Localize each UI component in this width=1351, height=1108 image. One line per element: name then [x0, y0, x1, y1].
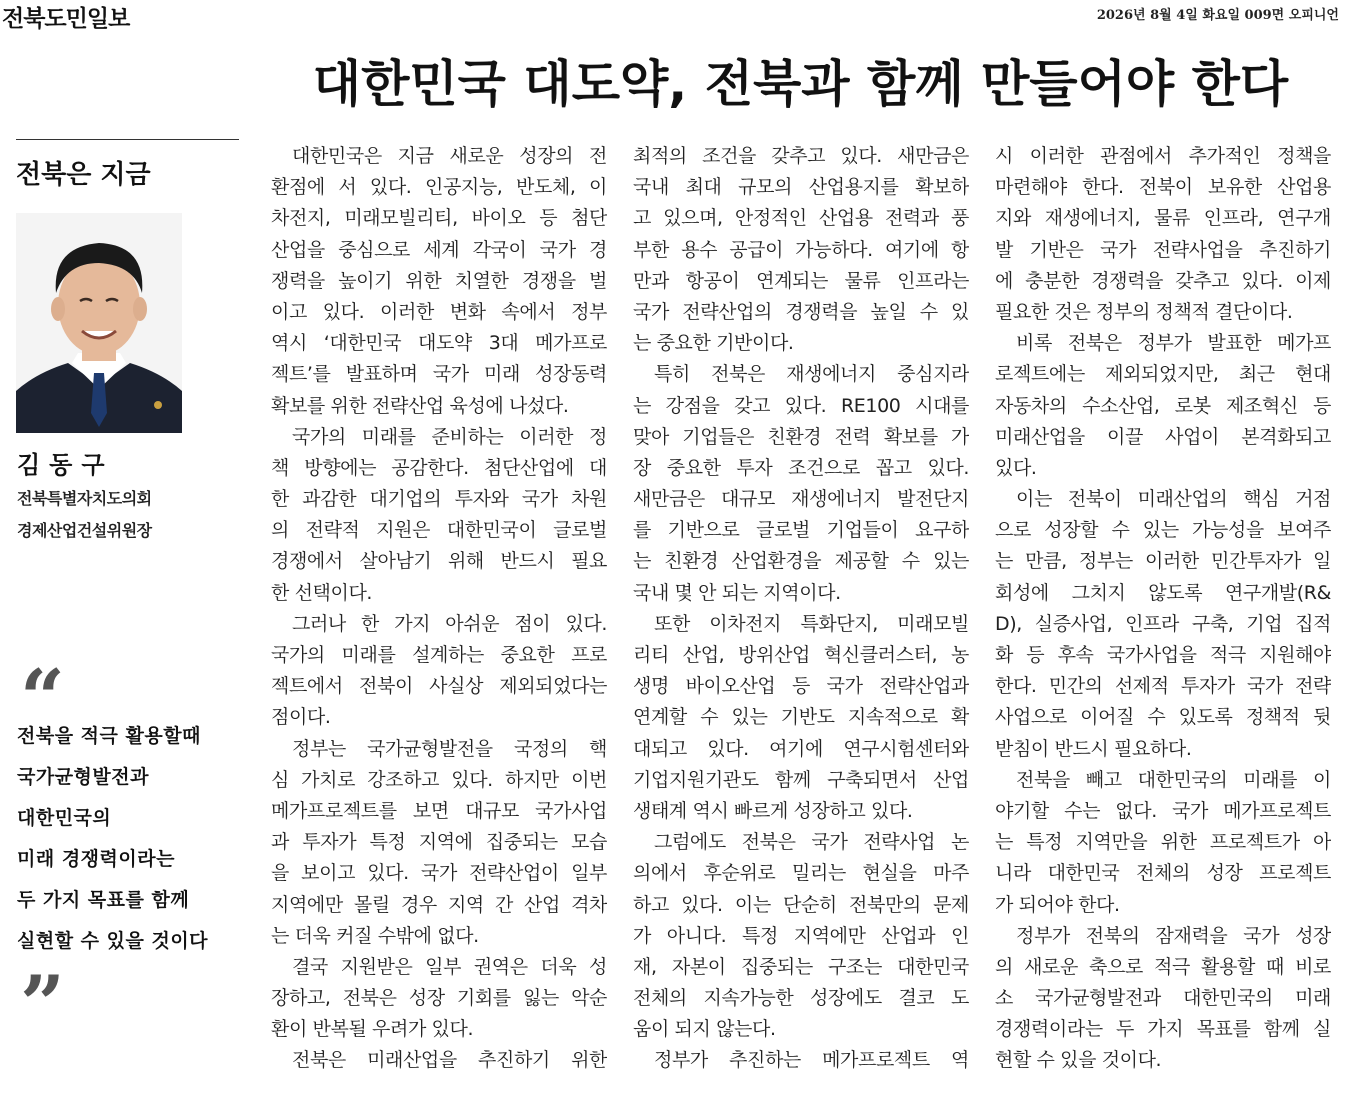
article-text-line: 사업으로 이어질 수 있도록 정책적 뒷	[995, 706, 1331, 729]
article-text-line: 에 충분한 경쟁력을 갖추고 있다. 이제	[995, 269, 1331, 292]
article-text-line: 정부가 추진하는 메가프로젝트 역	[654, 1049, 969, 1072]
issue-dateline: 2026년 8월 4일 화요일 009면 오피니언	[1096, 8, 1339, 23]
article-text-line: 마련해야 한다. 전북이 보유한 산업용	[995, 176, 1331, 199]
article-text-line: 시 이러한 관점에서 추가적인 정책을	[995, 145, 1331, 167]
article-text-line: 역시 ‘대한민국 대도약 3대 메가프로	[271, 332, 607, 355]
sidebar-divider	[16, 139, 239, 140]
article-text-line: 한 선택이다.	[271, 581, 373, 604]
article-text-line: 이는 전북이 미래산업의 핵심 거점	[1016, 488, 1331, 511]
article-text-line: 자동차의 수소산업, 로봇 제조혁신 등	[995, 394, 1331, 417]
article-text-line: 또한 이차전지 특화단지, 미래모빌	[654, 612, 969, 635]
author-position: 전북특별자치도의회	[17, 489, 152, 508]
article-text-line: 지와 재생에너지, 물류 인프라, 연구개	[995, 207, 1331, 230]
article-text-line: 는 중요한 기반이다.	[633, 332, 794, 355]
article-text-line: 전북을 빼고 대한민국의 미래를 이	[1016, 768, 1331, 791]
article-text-line: 젝트에서 전북이 사실상 제외되었다는	[271, 675, 607, 698]
article-text-line: 책 방향에는 공감한다. 첨단산업에 대	[271, 456, 607, 479]
article-text-line: 전북은 미래산업을 추진하기 위한	[292, 1049, 607, 1072]
article-text-line: 국내 몇 안 되는 지역이다.	[633, 581, 841, 604]
pull-quote-line: 두 가지 목표를 함께	[17, 889, 190, 911]
article-text-line: 그러나 한 가지 아쉬운 점이 있다.	[292, 612, 607, 635]
article-text-line: 을 보이고 있다. 국가 전략산업이 일부	[271, 862, 607, 885]
article-text-line: 젝트’를 발표하며 국가 미래 성장동력	[271, 363, 607, 386]
article-text-line: 재, 자본이 집중되는 구조는 대한민국	[633, 955, 969, 978]
article-text-line: 는 더욱 커질 수밖에 없다.	[271, 924, 479, 947]
article-text-line: 연계할 수 있는 기반도 지속적으로 확	[633, 706, 969, 729]
article-text-line: 니라 대한민국 전체의 성장 프로젝트	[995, 862, 1331, 885]
article-text-line: 맞아 기업들은 친환경 전력 확보를 가	[633, 425, 969, 448]
article-text-line: 받침이 반드시 필요하다.	[995, 737, 1192, 760]
article-text-line: 는 특정 지역만을 위한 프로젝트가 아	[995, 831, 1331, 854]
article-text-line: 한 과감한 대기업의 투자와 국가 차원	[271, 488, 607, 511]
article-text-line: 특히 전북은 재생에너지 중심지라	[654, 363, 969, 386]
article-column-1	[271, 141, 607, 1077]
article-text-line: 생태계 역시 빠르게 성장하고 있다.	[633, 799, 913, 822]
article-text-line: 리티 산업, 방위산업 혁신클러스터, 농	[633, 644, 969, 666]
article-text-line: 움이 되지 않는다.	[633, 1018, 776, 1041]
article-text-line: 비록 전북은 정부가 발표한 메가프	[1016, 332, 1331, 355]
article-text-line: 현할 수 있을 것이다.	[995, 1049, 1162, 1072]
article-text-line: 국가의 미래를 준비하는 이러한 정	[292, 425, 607, 448]
article-text-line: 메가프로젝트를 보면 대규모 국가사업	[271, 799, 607, 822]
author-photo	[16, 213, 182, 433]
article-text-line: 생명 바이오산업 등 국가 전략산업과	[633, 675, 969, 698]
article-text-line: 전체의 지속가능한 성장에도 결코 도	[633, 987, 969, 1010]
article-text-line: 회성에 그치지 않도록 연구개발(R&	[995, 581, 1331, 604]
article-text-line: 과 투자가 특정 지역에 집중되는 모습	[271, 831, 607, 854]
article-text-line: 가 아니다. 특정 지역에만 산업과 인	[633, 924, 969, 947]
article-text-line: 점이다.	[271, 706, 331, 729]
article-text-line: 정부는 국가균형발전을 국정의 핵	[292, 737, 607, 760]
article-text-line: 고 있으며, 안정적인 산업용 전력과 풍	[633, 207, 969, 230]
article-text-line: 국가 전략산업의 경쟁력을 높일 수 있	[633, 300, 969, 323]
article-text-line: 이고 있다. 이러한 변화 속에서 정부	[271, 300, 607, 323]
article-text-line: 최적의 조건을 갖추고 있다. 새만금은	[633, 145, 969, 167]
article-text-line: 심 가치로 강조하고 있다. 하지만 이번	[271, 768, 607, 791]
column-title: 전북은 지금	[16, 160, 151, 190]
article-text-line: 차전지, 미래모빌리티, 바이오 등 첨단	[271, 207, 607, 230]
article-text-line: 발 기반은 국가 전략사업을 추진하기	[995, 238, 1331, 261]
article-text-line: 지역에만 몰릴 경우 지역 간 산업 격차	[271, 893, 607, 916]
article-text-line: 새만금은 대규모 재생에너지 발전단지	[633, 488, 969, 511]
article-text-line: D), 실증사업, 인프라 구축, 기업 집적	[995, 612, 1331, 635]
article-text-line: 으로 성장할 수 있는 가능성을 보여주	[995, 519, 1331, 542]
article-text-line: 의 새로운 축으로 적극 활용할 때 비로	[995, 955, 1331, 978]
article-text-line: 쟁력을 높이기 위한 치열한 경쟁을 벌	[271, 269, 607, 292]
article-text-line: 의 전략적 지원은 대한민국이 글로벌	[271, 519, 607, 542]
article-text-line: 가 되어야 한다.	[995, 893, 1120, 916]
article-text-line: 기업지원기관도 함께 구축되면서 산업	[633, 768, 969, 791]
article-text-line: 확보를 위한 전략산업 육성에 나섰다.	[271, 394, 569, 417]
article-text-line: 경쟁에서 살아남기 위해 반드시 필요	[271, 550, 607, 573]
article-text-line: 국내 최대 규모의 산업용지를 확보하	[633, 176, 969, 199]
pull-quote-line: 실현할 수 있을 것이다	[17, 930, 209, 952]
close-quote-icon: ”	[20, 959, 65, 1050]
article-text-line: 환이 반복될 우려가 있다.	[271, 1018, 474, 1041]
article-text-line: 결국 지원받은 일부 권역은 더욱 성	[292, 955, 607, 978]
pull-quote-line: 대한민국의	[17, 807, 112, 829]
article-text-line: 장 중요한 투자 조건으로 꼽고 있다.	[633, 456, 969, 479]
article-text-line: 는 만큼, 정부는 이러한 민간투자가 일	[995, 550, 1331, 573]
article-text-line: 대되고 있다. 여기에 연구시험센터와	[633, 737, 969, 760]
article-text-line: 는 강점을 갖고 있다. RE100 시대를	[633, 394, 969, 417]
article-text-line: 미래산업을 이끌 사업이 본격화되고	[995, 425, 1331, 448]
newspaper-logo: 전북도민일보	[2, 5, 130, 32]
article-column-3	[995, 141, 1331, 1077]
article-text-line: 장하고, 전북은 성장 기회를 잃는 악순	[271, 987, 607, 1010]
article-text-line: 그럼에도 전북은 국가 전략사업 논	[654, 831, 969, 854]
author-portrait-image	[16, 213, 182, 433]
article-text-line: 화 등 후속 국가사업을 적극 지원해야	[995, 644, 1331, 666]
article-text-line: 산업을 중심으로 세계 각국이 국가 경	[271, 238, 607, 261]
author-position: 경제산업건설위원장	[17, 521, 152, 540]
article-text-line: 필요한 것은 정부의 정책적 결단이다.	[995, 300, 1293, 323]
article-text-line: 의에서 후순위로 밀리는 현실을 마주	[633, 862, 969, 885]
article-text-line: 국가의 미래를 설계하는 중요한 프로	[271, 644, 607, 666]
pull-quote	[17, 716, 247, 962]
article-text-line: 정부가 전북의 잠재력을 국가 성장	[1016, 924, 1331, 947]
article-text-line: 부한 용수 공급이 가능하다. 여기에 항	[633, 238, 969, 261]
article-text-line: 야기할 수는 없다. 국가 메가프로젝트	[995, 799, 1331, 822]
article-text-line: 는 친환경 산업환경을 제공할 수 있는	[633, 550, 969, 573]
article-text-line: 대한민국은 지금 새로운 성장의 전	[292, 145, 607, 167]
article-text-line: 를 기반으로 글로벌 기업들이 요구하	[633, 519, 969, 542]
pull-quote-line: 미래 경쟁력이라는	[17, 848, 175, 870]
article-headline: 대한민국 대도약, 전북과 함께 만들어야 한다	[312, 55, 1289, 113]
article-text-line: 경쟁력이라는 두 가지 목표를 함께 실	[995, 1018, 1331, 1041]
author-name: 김동구	[17, 451, 114, 479]
article-text-line: 하고 있다. 이는 단순히 전북만의 문제	[633, 893, 969, 916]
article-text-line: 환점에 서 있다. 인공지능, 반도체, 이	[271, 176, 607, 199]
article-column-2	[633, 141, 969, 1077]
article-text-line: 만과 항공이 연계되는 물류 인프라는	[633, 269, 969, 292]
article-text-line: 한다. 민간의 선제적 투자가 국가 전략	[995, 675, 1331, 698]
pull-quote-line: 전북을 적극 활용할때	[17, 725, 201, 747]
article-text-line: 소 국가균형발전과 대한민국의 미래	[995, 987, 1331, 1010]
pull-quote-line: 국가균형발전과	[17, 766, 149, 788]
article-text-line: 로젝트에는 제외되었지만, 최근 현대	[995, 363, 1331, 386]
article-text-line: 있다.	[995, 456, 1037, 479]
open-quote-icon: “	[20, 653, 65, 744]
